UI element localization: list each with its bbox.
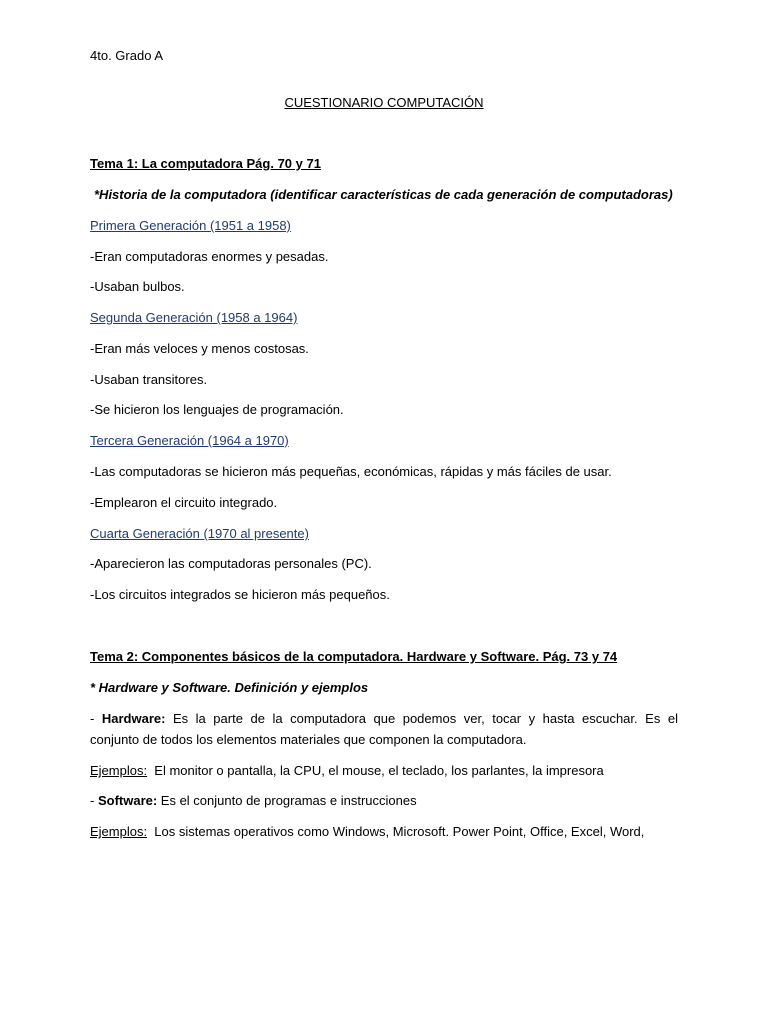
tema1-subheading: *Historia de la computadora (identificar características de cada generación de computadoras) [94,187,673,202]
software-term: Software: [97,793,158,808]
generation-2-item: -Usaban transitores. [90,372,208,387]
tema2-subheading: * Hardware y Software. Definición y ejemplos [90,680,369,695]
grade-header: 4to. Grado A [90,48,163,63]
generation-3-item: -Emplearon el circuito integrado. [90,495,278,510]
generation-1-title: Primera Generación (1951 a 1958) [90,218,291,233]
generation-4-title: Cuarta Generación (1970 al presente) [90,526,309,541]
generation-4-item: -Aparecieron las computadoras personales (PC). [90,556,372,571]
document-title: CUESTIONARIO COMPUTACIÓN [284,95,484,110]
hardware-examples-label: Ejemplos: [90,763,148,778]
generation-2-item: -Se hicieron los lenguajes de programación. [90,402,344,417]
tema2-heading: Tema 2: Componentes básicos de la computadora. Hardware y Software. Pág. 73 y 74 [90,649,618,664]
generation-3-title: Tercera Generación (1964 a 1970) [90,433,289,448]
generation-1-item: -Usaban bulbos. [90,279,185,294]
software-examples-label: Ejemplos: [90,824,148,839]
generation-1-item: -Eran computadoras enormes y pesadas. [90,249,329,264]
generation-2-item: -Eran más veloces y menos costosas. [90,341,309,356]
software-definition: - Software: Es el conjunto de programas e instrucciones [90,793,417,808]
hardware-definition-line2: conjunto de todos los elementos materiales que componen la computadora. [90,732,527,747]
generation-3-item: -Las computadoras se hicieron más pequeñas, económicas, rápidas y más fáciles de usar. [90,464,612,479]
hardware-term: Hardware: [101,711,166,726]
hardware-examples: Ejemplos: El monitor o pantalla, la CPU, el mouse, el teclado, los parlantes, la impresora [90,763,604,778]
tema1-heading: Tema 1: La computadora Pág. 70 y 71 [90,156,321,171]
hardware-definition-line1: - Hardware: Es la parte de la computadora que podemos ver, tocar y hasta escuchar. Es el [90,711,678,726]
software-examples: Ejemplos: Los sistemas operativos como Windows, Microsoft. Power Point, Office, Excel, Word, [90,824,645,839]
generation-2-title: Segunda Generación (1958 a 1964) [90,310,298,325]
generation-4-item: -Los circuitos integrados se hicieron más pequeños. [90,587,390,602]
